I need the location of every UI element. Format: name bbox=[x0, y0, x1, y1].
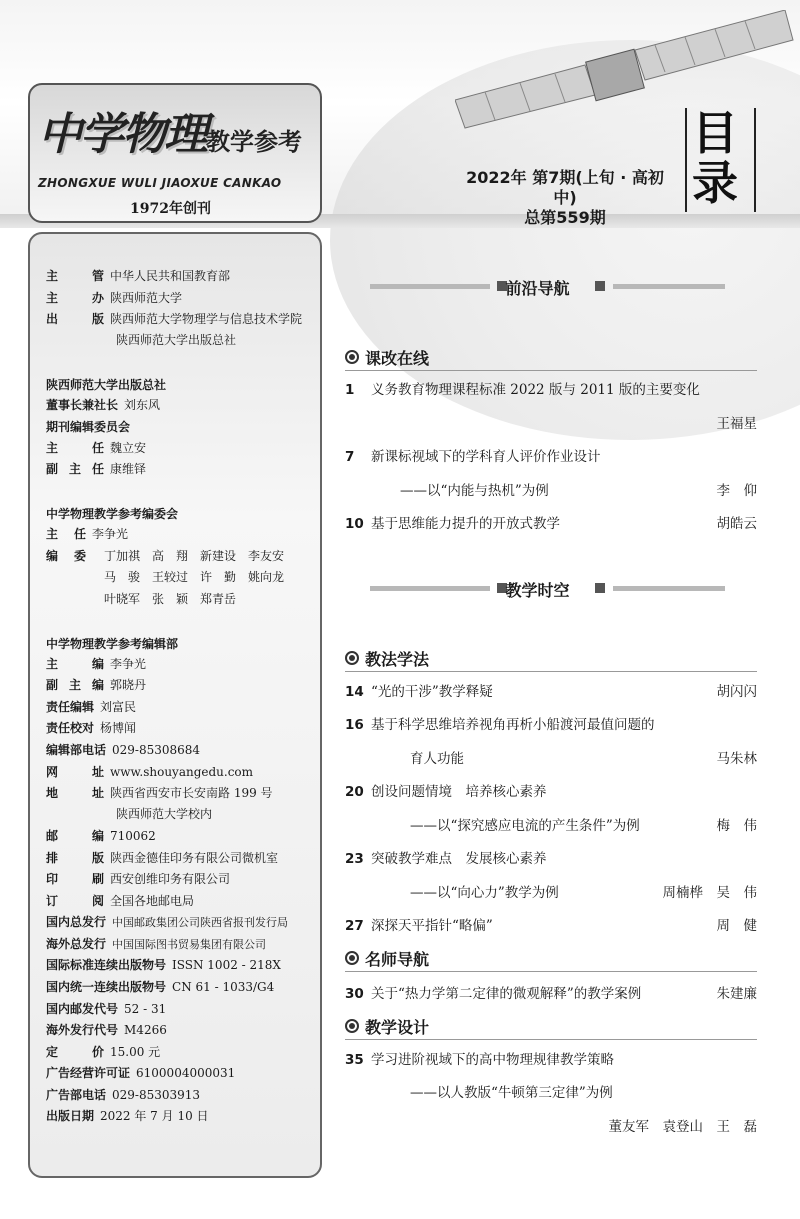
toc-author: 朱建廉 bbox=[716, 986, 757, 1002]
toc-author: 董友军 袁登山 王 磊 bbox=[608, 1119, 757, 1135]
ad-license: 广告经营许可证 6100004000031 bbox=[46, 1066, 236, 1080]
committee-heading: 期刊编辑委员会 bbox=[46, 420, 131, 434]
issue-number: 2022年 第7期(上旬 · 高初中) bbox=[466, 168, 664, 207]
logo-pinyin: ZHONGXUE WULI JIAOXUE CANKAO bbox=[38, 176, 282, 190]
masthead-chairman: 董事长兼社长 刘东风 bbox=[46, 398, 161, 412]
bullet-icon bbox=[345, 651, 359, 665]
column-rule bbox=[345, 671, 757, 672]
overseas-post-code: 海外发行代号 M4266 bbox=[46, 1023, 167, 1037]
deputy-editor: 副主编 郭晓丹 bbox=[46, 678, 147, 692]
column-reform: 课改在线 bbox=[345, 346, 429, 369]
logo-main-text: 中学物理 bbox=[38, 109, 206, 160]
responsible-editor: 责任编辑 刘富民 bbox=[46, 700, 137, 714]
toc-author: 胡闪闪 bbox=[716, 684, 757, 700]
founded-year: 1972年创刊 bbox=[130, 201, 211, 217]
column-rule bbox=[345, 971, 757, 972]
column-design: 教学设计 bbox=[345, 1015, 429, 1038]
toc-entry[interactable]: 7 新课标视域下的学科育人评价作业设计 bbox=[345, 449, 601, 465]
mulu-divider-left bbox=[685, 108, 687, 212]
column-rule bbox=[345, 1039, 757, 1040]
board-heading: 中学物理教学参考编委会 bbox=[46, 507, 179, 521]
chief-editor: 主编 李争光 bbox=[46, 657, 147, 671]
toc-entry[interactable]: 16 基于科学思维培养视角再析小船渡河最值问题的 bbox=[345, 717, 655, 733]
mulu-divider-right bbox=[754, 108, 756, 212]
toc-author: 周 健 bbox=[716, 918, 757, 934]
ad-phone: 广告部电话 029-85303913 bbox=[46, 1088, 201, 1102]
logo-sub-text: 教学参考 bbox=[206, 127, 302, 156]
section-title: 教学时空 bbox=[505, 581, 570, 600]
toc-entry[interactable]: 14 “光的干涉”教学释疑 bbox=[345, 684, 493, 700]
domestic-distributor: 国内总发行 中国邮政集团公司陕西省报刊发行局 bbox=[46, 915, 289, 929]
toc-entry[interactable]: 27 深探天平指针“略偏” bbox=[345, 918, 493, 934]
board-members-row: 叶晓军 张 颖 郑青岳 bbox=[104, 592, 237, 606]
board-members-label: 编委 bbox=[46, 549, 86, 563]
address-2: 陕西师范大学校内 bbox=[116, 807, 213, 821]
toc-entry[interactable]: 10 基于思维能力提升的开放式教学 bbox=[345, 516, 560, 532]
toc-entry[interactable]: 23 突破教学难点 发展核心素养 bbox=[345, 851, 547, 867]
toc-author: 周楠桦 吴 伟 bbox=[662, 885, 757, 901]
issue-total: 总第559期 bbox=[524, 208, 606, 227]
toc-author: 胡皓云 bbox=[716, 516, 757, 532]
column-rule bbox=[345, 370, 757, 371]
column-methods: 教法学法 bbox=[345, 647, 429, 670]
toc-subtitle: ——以“内能与热机”为例 bbox=[400, 483, 549, 499]
toc-author: 王福星 bbox=[716, 416, 757, 432]
issue-info bbox=[460, 168, 670, 228]
column-master: 名师导航 bbox=[345, 947, 429, 970]
bullet-icon bbox=[345, 350, 359, 364]
toc-subtitle: ——以人教版“牛顿第三定律”为例 bbox=[410, 1085, 613, 1101]
masthead-publisher: 出版 陕西师范大学物理学与信息技术学院 bbox=[46, 312, 303, 326]
section-title: 前沿导航 bbox=[505, 279, 570, 298]
bullet-icon bbox=[345, 1019, 359, 1033]
cn-number: 国内统一连续出版物号 CN 61 - 1033/G4 bbox=[46, 980, 275, 994]
publication-date: 出版日期 2022 年 7 月 10 日 bbox=[46, 1109, 209, 1123]
press-heading: 陕西师范大学出版总社 bbox=[46, 378, 167, 392]
price: 定价 15.00 元 bbox=[46, 1045, 161, 1059]
proofreader: 责任校对 杨博闻 bbox=[46, 721, 137, 735]
contents-title: 目录 bbox=[692, 106, 738, 210]
toc-entry[interactable]: 20 创设问题情境 培养核心素养 bbox=[345, 784, 547, 800]
dept-phone: 编辑部电话 029-85308684 bbox=[46, 743, 201, 757]
address: 地址 陕西省西安市长安南路 199 号 bbox=[46, 786, 273, 800]
masthead-vice-director: 副主任 康维铎 bbox=[46, 462, 147, 476]
toc-subtitle: 育人功能 bbox=[410, 751, 464, 767]
toc-entry[interactable]: 35 学习进阶视域下的高中物理规律教学策略 bbox=[345, 1052, 614, 1068]
toc-entry[interactable]: 30 关于“热力学第二定律的微观解释”的教学案例 bbox=[345, 986, 642, 1002]
toc-entry[interactable]: 1 义务教育物理课程标准 2022 版与 2011 版的主要变化 bbox=[345, 382, 700, 398]
toc-author: 马朱林 bbox=[716, 751, 757, 767]
subscription: 订阅 全国各地邮电局 bbox=[46, 894, 195, 908]
toc-author: 李 仰 bbox=[716, 483, 757, 499]
printer: 印刷 西安创维印务有限公司 bbox=[46, 872, 231, 886]
section-banner-teaching bbox=[345, 578, 730, 598]
board-members-row: 丁加祺 高 翔 新建设 李友安 bbox=[104, 549, 285, 563]
domestic-post-code: 国内邮发代号 52 - 31 bbox=[46, 1002, 167, 1016]
masthead-director: 主任 魏立安 bbox=[46, 441, 147, 455]
typeset: 排版 陕西金德佳印务有限公司微机室 bbox=[46, 851, 279, 865]
bullet-icon bbox=[345, 951, 359, 965]
masthead-organizer: 主办 陕西师范大学 bbox=[46, 291, 183, 305]
toc-subtitle: ——以“向心力”教学为例 bbox=[410, 885, 559, 901]
overseas-distributor: 海外总发行 中国国际图书贸易集团有限公司 bbox=[46, 937, 267, 951]
toc-author: 梅 伟 bbox=[716, 818, 757, 834]
issn: 国际标准连续出版物号 ISSN 1002 - 218X bbox=[46, 958, 281, 972]
postcode: 邮编 710062 bbox=[46, 829, 156, 843]
masthead-publisher-2: 陕西师范大学出版总社 bbox=[116, 333, 237, 347]
dept-heading: 中学物理教学参考编辑部 bbox=[46, 637, 179, 651]
toc-subtitle: ——以“探究感应电流的产生条件”为例 bbox=[410, 818, 640, 834]
section-banner-frontier bbox=[345, 276, 730, 296]
website: 网址 www.shouyangedu.com bbox=[46, 765, 254, 779]
masthead-sponsor: 主管 中华人民共和国教育部 bbox=[46, 269, 231, 283]
board-director: 主任 李争光 bbox=[46, 527, 129, 541]
board-members-row: 马 骏 王较过 许 勤 姚向龙 bbox=[104, 570, 285, 584]
